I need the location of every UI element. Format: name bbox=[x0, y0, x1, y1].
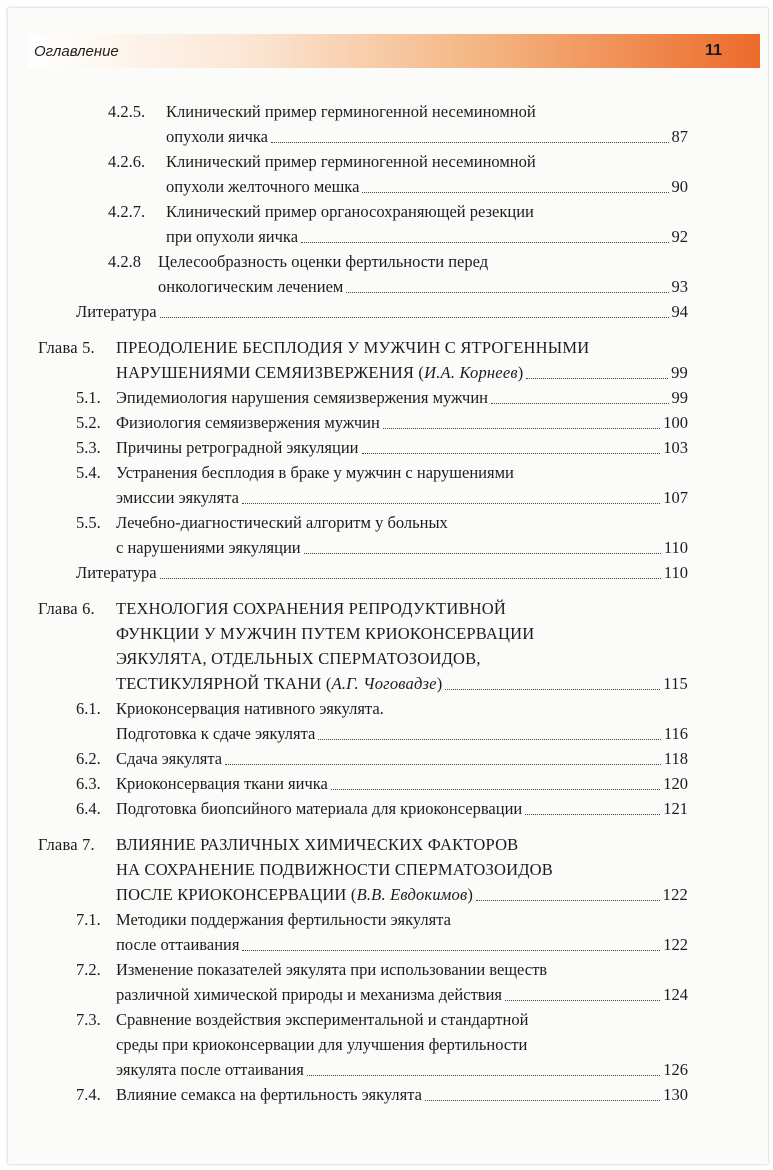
toc-entry-6-2[interactable] bbox=[76, 747, 688, 771]
toc-entry-7-2-line1[interactable] bbox=[76, 958, 688, 982]
toc-entry-literature-ch5[interactable] bbox=[76, 561, 688, 585]
dot-leader bbox=[445, 689, 660, 690]
page-number: 11 bbox=[705, 42, 722, 59]
entry-title: Физиология семяизвержения мужчин bbox=[116, 413, 380, 432]
entry-title: Сравнение воздействия экспериментальной и стандартной bbox=[116, 1010, 529, 1029]
chapter-title: ТЕСТИКУЛЯРНОЙ ТКАНИ ( bbox=[116, 674, 332, 693]
dot-leader bbox=[425, 1100, 660, 1101]
entry-title: Литература bbox=[76, 563, 157, 582]
entry-page: 126 bbox=[663, 1060, 688, 1079]
entry-page: 99 bbox=[671, 388, 688, 407]
toc-entry-6-4[interactable] bbox=[76, 797, 688, 821]
entry-title: Устранения бесплодия в браке у мужчин с нарушениями bbox=[116, 463, 514, 482]
toc-entry-4-2-6-line2[interactable] bbox=[166, 175, 688, 199]
toc-chapter-6-line1[interactable] bbox=[38, 597, 688, 621]
entry-number: 4.2.6. bbox=[108, 152, 146, 171]
chapter-title: ФУНКЦИИ У МУЖЧИН ПУТЕМ КРИОКОНСЕРВАЦИИ bbox=[116, 624, 535, 643]
entry-number: 5.2. bbox=[76, 413, 101, 432]
dot-leader bbox=[362, 192, 668, 193]
entry-page: 115 bbox=[663, 674, 688, 693]
toc-entry-5-1[interactable] bbox=[76, 386, 688, 410]
entry-title: эякулята после оттаивания bbox=[116, 1060, 304, 1079]
entry-title: Литература bbox=[76, 302, 157, 321]
toc-chapter-6-line4[interactable] bbox=[116, 672, 688, 696]
entry-title: эмиссии эякулята bbox=[116, 488, 239, 507]
chapter-title: ТЕХНОЛОГИЯ СОХРАНЕНИЯ РЕПРОДУКТИВНОЙ bbox=[116, 599, 506, 618]
toc-chapter-7-line1[interactable] bbox=[38, 833, 688, 857]
entry-number: 7.4. bbox=[76, 1085, 101, 1104]
chapter-title: НА СОХРАНЕНИЕ ПОДВИЖНОСТИ СПЕРМАТОЗОИДОВ bbox=[116, 860, 554, 879]
dot-leader bbox=[476, 900, 660, 901]
chapter-author-close: ) bbox=[436, 674, 443, 693]
toc-entry-7-1-line2[interactable] bbox=[116, 933, 688, 957]
entry-number: 4.2.5. bbox=[108, 102, 146, 121]
entry-number: 5.3. bbox=[76, 438, 101, 457]
chapter-title: ПОСЛЕ КРИОКОНСЕРВАЦИИ ( bbox=[116, 885, 357, 904]
entry-title: различной химической природы и механизма действия bbox=[116, 985, 502, 1004]
entry-title: Криоконсервация нативного эякулята. bbox=[116, 699, 384, 718]
entry-title: опухоли желточного мешка bbox=[166, 177, 360, 196]
entry-number: 6.1. bbox=[76, 699, 101, 718]
entry-page: 124 bbox=[663, 985, 688, 1004]
chapter-author: В.В. Евдокимов bbox=[356, 885, 468, 904]
dot-leader bbox=[160, 317, 669, 318]
entry-title: Целесообразность оценки фертильности перед bbox=[158, 252, 489, 271]
entry-page: 118 bbox=[663, 749, 688, 768]
entry-page: 90 bbox=[671, 177, 688, 196]
toc-entry-4-2-5-line2[interactable] bbox=[166, 125, 688, 149]
toc-entry-7-1-line1[interactable] bbox=[76, 908, 688, 932]
entry-number: 6.3. bbox=[76, 774, 101, 793]
toc-entry-7-3-line3[interactable] bbox=[116, 1058, 688, 1082]
toc-entry-5-4-line1[interactable] bbox=[76, 461, 688, 485]
entry-title: Криоконсервация ткани яичка bbox=[116, 774, 328, 793]
entry-title: Влияние семакса на фертильность эякулята bbox=[116, 1085, 422, 1104]
dot-leader bbox=[383, 428, 660, 429]
toc-entry-6-3[interactable] bbox=[76, 772, 688, 796]
chapter-author: И.А. Корнеев bbox=[424, 363, 518, 382]
entry-title: Изменение показателей эякулята при использовании веществ bbox=[116, 960, 548, 979]
toc-entry-6-1-line2[interactable] bbox=[116, 722, 688, 746]
entry-title: Сдача эякулята bbox=[116, 749, 223, 768]
entry-page: 121 bbox=[663, 799, 688, 818]
entry-number: 5.4. bbox=[76, 463, 101, 482]
entry-number: 5.1. bbox=[76, 388, 101, 407]
toc-entry-7-3-line2 bbox=[116, 1033, 688, 1057]
chapter-author: А.Г. Чоговадзе bbox=[331, 674, 437, 693]
entry-title: Подготовка биопсийного материала для криоконсервации bbox=[116, 799, 523, 818]
entry-page: 130 bbox=[663, 1085, 688, 1104]
entry-number: 4.2.7. bbox=[108, 202, 146, 221]
entry-page: 99 bbox=[671, 363, 688, 382]
entry-title: Методики поддержания фертильности эякулята bbox=[116, 910, 451, 929]
entry-page: 87 bbox=[671, 127, 688, 146]
toc-entry-4-2-6-line1[interactable] bbox=[108, 150, 688, 174]
chapter-number: Глава 6. bbox=[38, 599, 95, 618]
entry-title: Клинический пример органосохраняющей резекции bbox=[166, 202, 534, 221]
entry-title: Подготовка к сдаче эякулята bbox=[116, 724, 316, 743]
toc-entry-5-5-line2[interactable] bbox=[116, 536, 688, 560]
chapter-number: Глава 5. bbox=[38, 338, 95, 357]
entry-title: опухоли яичка bbox=[166, 127, 268, 146]
entry-title: Лечебно-диагностический алгоритм у больных bbox=[116, 513, 448, 532]
toc-entry-7-4[interactable] bbox=[76, 1083, 688, 1107]
toc-entry-literature-ch4[interactable] bbox=[76, 300, 688, 324]
toc-chapter-5-line1[interactable] bbox=[38, 336, 688, 360]
dot-leader bbox=[271, 142, 669, 143]
toc-entry-4-2-8-line1[interactable] bbox=[108, 250, 688, 274]
entry-page: 93 bbox=[671, 277, 688, 296]
entry-title: онкологическим лечением bbox=[158, 277, 344, 296]
entry-title: Клинический пример герминогенной несеминомной bbox=[166, 152, 536, 171]
entry-title: Клинический пример герминогенной несеминомной bbox=[166, 102, 536, 121]
entry-page: 116 bbox=[663, 724, 688, 743]
toc-entry-4-2-7-line1[interactable] bbox=[108, 200, 688, 224]
toc-entry-6-1-line1[interactable] bbox=[76, 697, 688, 721]
dot-leader bbox=[491, 403, 668, 404]
toc-entry-5-4-line2[interactable] bbox=[116, 486, 688, 510]
entry-title: после оттаивания bbox=[116, 935, 240, 954]
dot-leader bbox=[160, 578, 661, 579]
chapter-title: ВЛИЯНИЕ РАЗЛИЧНЫХ ХИМИЧЕСКИХ ФАКТОРОВ bbox=[116, 835, 519, 854]
chapter-number: Глава 7. bbox=[38, 835, 95, 854]
toc-entry-4-2-5-line1[interactable] bbox=[108, 100, 688, 124]
toc-entry-5-3[interactable] bbox=[76, 436, 688, 460]
chapter-title: ПРЕОДОЛЕНИЕ БЕСПЛОДИЯ У МУЖЧИН С ЯТРОГЕННЫМИ bbox=[116, 338, 590, 357]
entry-page: 122 bbox=[662, 885, 688, 904]
chapter-title: НАРУШЕНИЯМИ СЕМЯИЗВЕРЖЕНИЯ ( bbox=[116, 363, 425, 382]
toc-entry-5-2[interactable] bbox=[76, 411, 688, 435]
entry-number: 6.4. bbox=[76, 799, 101, 818]
toc-entry-5-5-line1[interactable] bbox=[76, 511, 688, 535]
chapter-author-close: ) bbox=[517, 363, 524, 382]
toc-entry-7-3-line1[interactable] bbox=[76, 1008, 688, 1032]
chapter-author-close: ) bbox=[467, 885, 474, 904]
entry-number: 4.2.8 bbox=[108, 252, 141, 271]
dot-leader bbox=[318, 739, 661, 740]
dot-leader bbox=[242, 950, 660, 951]
dot-leader bbox=[526, 378, 668, 379]
entry-page: 122 bbox=[663, 935, 688, 954]
dot-leader bbox=[304, 553, 661, 554]
entry-number: 6.2. bbox=[76, 749, 101, 768]
header-title: Оглавление bbox=[34, 43, 119, 60]
dot-leader bbox=[225, 764, 661, 765]
entry-title: Эпидемиология нарушения семяизвержения мужчин bbox=[116, 388, 489, 407]
dot-leader bbox=[505, 1000, 660, 1001]
dot-leader bbox=[525, 814, 660, 815]
dot-leader bbox=[307, 1075, 660, 1076]
entry-number: 5.5. bbox=[76, 513, 101, 532]
entry-number: 7.1. bbox=[76, 910, 101, 929]
entry-number: 7.3. bbox=[76, 1010, 101, 1029]
entry-page: 110 bbox=[663, 563, 688, 582]
toc-entry-4-2-8-line2[interactable] bbox=[158, 275, 688, 299]
entry-page: 94 bbox=[671, 302, 688, 321]
dot-leader bbox=[301, 242, 668, 243]
dot-leader bbox=[362, 453, 661, 454]
entry-page: 100 bbox=[663, 413, 688, 432]
entry-title: среды при криоконсервации для улучшения фертильности bbox=[116, 1035, 528, 1054]
toc-entry-7-2-line2[interactable] bbox=[116, 983, 688, 1007]
entry-page: 107 bbox=[663, 488, 688, 507]
entry-page: 92 bbox=[671, 227, 688, 246]
toc-chapter-6-line3 bbox=[116, 647, 688, 671]
toc-chapter-6-line2 bbox=[116, 622, 688, 646]
toc-chapter-7-line2 bbox=[116, 858, 688, 882]
dot-leader bbox=[346, 292, 668, 293]
entry-number: 7.2. bbox=[76, 960, 101, 979]
dot-leader bbox=[331, 789, 660, 790]
entry-title: при опухоли яичка bbox=[166, 227, 299, 246]
entry-title: с нарушениями эякуляции bbox=[116, 538, 301, 557]
toc-entry-4-2-7-line2[interactable] bbox=[166, 225, 688, 249]
entry-title: Причины ретроградной эякуляции bbox=[116, 438, 359, 457]
dot-leader bbox=[242, 503, 660, 504]
entry-page: 103 bbox=[663, 438, 688, 457]
chapter-title: ЭЯКУЛЯТА, ОТДЕЛЬНЫХ СПЕРМАТОЗОИДОВ, bbox=[116, 649, 481, 668]
entry-page: 120 bbox=[663, 774, 688, 793]
toc-chapter-5-line2[interactable] bbox=[116, 361, 688, 385]
entry-page: 110 bbox=[663, 538, 688, 557]
toc-chapter-7-line3[interactable] bbox=[116, 883, 688, 907]
